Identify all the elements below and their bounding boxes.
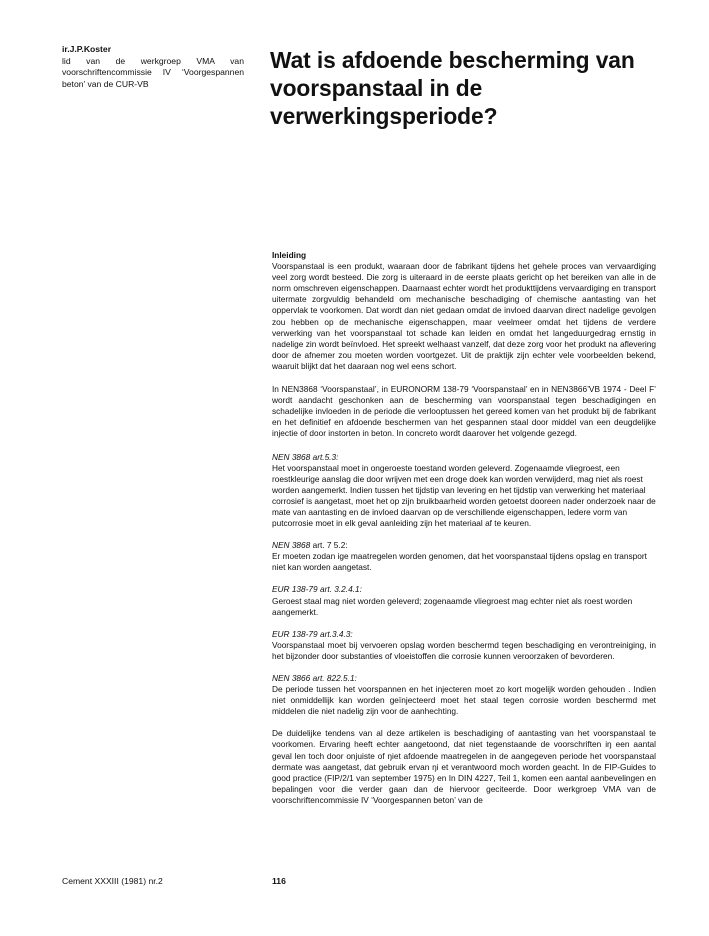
body-paragraph: Voorspanstaal is een produkt, waaraan door de fabrikant tijdens het gehele proces van vervaardiging veel zorg wordt besteed. Die zorg is uiteraard in de eerste plaats gericht op het bereiken van alle in de norm omschreven eigenschappen. Daarnaast echter wordt het produkttijdens vervaardiging en transport uitermate zorgvuldig behandeld om mechanische beschadiging of chemische aantasting van het oppervlak te voorkomen. Dat wordt dan niet gedaan omdat de invloed daarvan direct nadelige gevolgen zou hebben op de mechanische eigenschappen, maar veelmeer omdat het tijdens de verdere verwerking van het voorspanstaal tot schade kan leiden en omdat het langeduurgedrag ernstig in nadelige zin wordt beïnvloed. Het spreekt welhaast vanzelf, dat deze zorg voor het produkt na aflevering door de afnemer zou moeten worden voortgezet. Uit de praktijk zijn echter vele voorbeelden bekend, waaruit blijkt dat het daaraan nog wel eens schort. — [272, 261, 656, 371]
norm-reference: EUR 138-79 art. 3.2.4.1: — [272, 584, 362, 595]
norm-reference: NEN 3868 art. 7 5.2: — [272, 540, 348, 551]
norm-quote — [272, 629, 656, 662]
author-affiliation: lid van de werkgroep VMA van voorschriftencommissie IV ‘Voorgespannen beton’ van de CUR-VB — [62, 55, 244, 89]
norm-quote — [272, 673, 656, 717]
norm-reference: NEN 3866 art. 822.5.1: — [272, 673, 357, 683]
author-block — [62, 44, 244, 90]
norm-quote-text: Voorspanstaal moet bij vervoeren opslag worden beschermd tegen beschadiging en verontreiniging, in het bijzonder door substanties of vloeistoffen die corrosie kunnen veroorzaken of bevorderen. — [272, 639, 656, 661]
closing-paragraph: De duidelijke tendens van al deze artikelen is beschadiging of aantasting van het voorspanstaal te voorkomen. Ervaring heeft echter aangetoond, dat niet tegenstaande de voorschriften iŋ een aantal geval len toch door onjuiste of ŋiet afdoende maatregelen in de aangegeven periode het voorspanstaal dermate was aangetast, dat gebruik ervan ŋi et verantwoord moch worden geacht. In de FIP-Guides to good practice (FIP/2/1 van september 1975) en In DIN 4227, Teil 1, komen een aantal aanbevelingen en bepalingen voor die verder gaan dan de hiervoor geciteerde. Door werkgroep VMA van de voorschriftencommissie IV ‘Voorgespannen beton’ van de — [272, 728, 656, 805]
norm-quote-text: Het voorspanstaal moet in ongeroeste toestand worden geleverd. Zogenaamde vliegroest, een roestkleurige aanslag die door wrijven met een droge doek kan worden verwijderd, mag niet als roest worden aangemerkt. Indien tussen het tijdstip van levering en het tijdstip van verwerking het materiaal corrosief is aangetast, moet het op zijn bruikbaarheid worden getoetst dooreen nader onderzoek naar de mate van aantasting en de invloed daarvan op de verschillende eigenschappen, ledere vorm van putcorrosie moet in elk geval aanleiding zijn het materiaal af te keuren. — [272, 462, 656, 529]
journal-footer: Cement XXXIII (1981) nr.2 — [62, 876, 163, 886]
norm-reference: EUR 138-79 art.3.4.3: — [272, 628, 353, 639]
page-number: 116 — [272, 876, 286, 886]
article-body — [272, 250, 656, 818]
article-title: Wat is afdoende bescherming van voorspanstaal in de verwerkingsperiode? — [270, 47, 635, 129]
norm-quote — [272, 540, 656, 573]
norm-quote — [272, 584, 656, 617]
norm-quote-text: Er moeten zodan ige maatregelen worden genomen, dat het voorspanstaal tijdens opslag en transport niet kan worden aangetast. — [272, 551, 647, 573]
norm-quote — [272, 452, 656, 530]
author-name: ir.J.P.Koster — [62, 44, 112, 54]
norm-quote-text: Geroest staal mag niet worden geleverd; zogenaamde vliegroest mag echter niet als roest worden aangemerkt. — [272, 595, 633, 617]
section-heading: Inleiding — [272, 250, 307, 260]
norm-reference: NEN 3868 art.5.3: — [272, 451, 339, 462]
body-paragraph: In NEN3868 ‘Voorspanstaal’, in EURONORM 138-79 ‘Voorspanstaal’ en in NEN3866’VB 1974 - Deel F’ wordt aandacht geschonken aan de bescherming van voorspanstaal tegen beschadigingen en schadelijke invloeden in de periode die verlooptussen het gereed komen van het produkt bij de fabrikant en het definitief en afdoende beschermen van het gespannen staal door middel van een deugdelijke injectie of door instorten in beton. In concreto wordt daarover het volgende gezegd. — [272, 384, 656, 439]
norm-quote-text: De periode tussen het voorspannen en het injecteren moet zo kort mogelijk worden gehouden . Indien niet onmiddellijk kan worden geïnjecteerd moet het staal tegen corrosie worden beschermd met middelen die niet nadelig zijn voor de aanhechting. — [272, 684, 656, 717]
